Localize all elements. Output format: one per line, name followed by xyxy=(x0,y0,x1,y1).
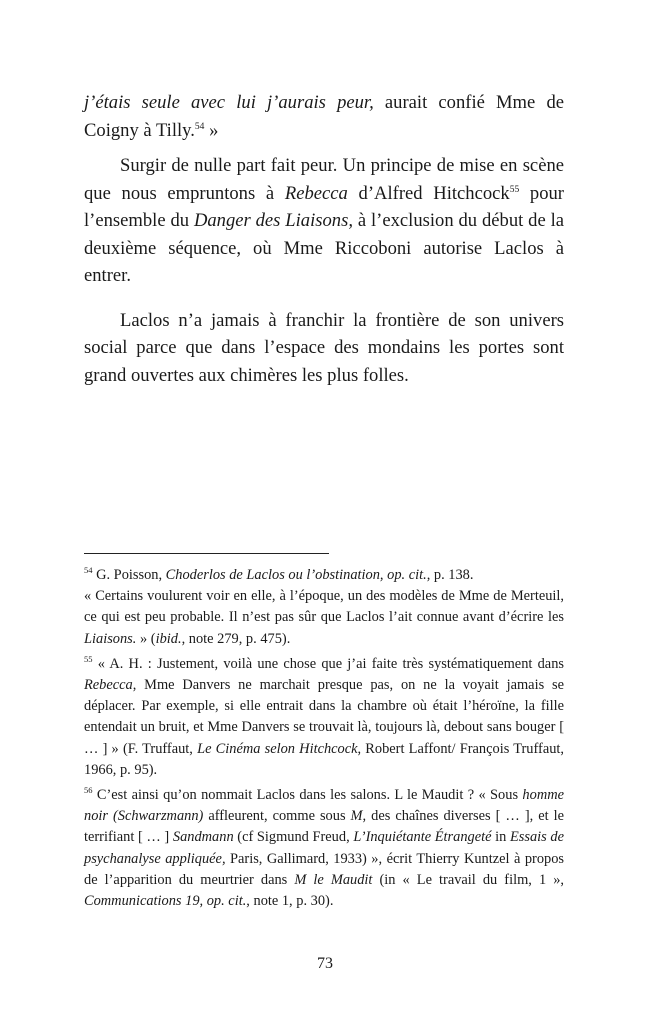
footnote-ref-55: 55 xyxy=(509,184,520,195)
footnote-ref-54: 54 xyxy=(194,121,205,132)
footnote-56: $^{56}$ C’est ainsi qu’on nommait Laclos dans les salons. L le Maudit ? « Sous homme noir (Schwarzmann) affleurent, comme sous M, des chaînes diverses [ … ], et le terrifiant [ … ] Sandmann (cf Sigmund Freud, L’Inquiétante Étrangeté in Essais de psychanalyse appliquée, Paris, Gallimard, 1933) », écrit Thierry Kuntzel à propos de l’apparition du meurtrier dans M le Maudit (in « Le travail du film, 1 », Communications 19, op. cit., note 1, p. 30). xyxy=(84,785,565,910)
page-number: 73 xyxy=(317,955,333,972)
footnote-separator xyxy=(84,553,329,554)
paragraph-1: j’étais seule avec lui j’aurais peur, aurait confié Mme de Coigny à Tilly.$^{54}$ » xyxy=(84,92,564,141)
main-text xyxy=(84,89,564,389)
paragraph-2: Surgir de nulle part fait peur. Un principe de mise en scène que nous empruntons à Rebecca d’Alfred Hitchcock$^{55}$ pour l’ensemble du Danger des Liaisons, à l’exclusion du début de la deuxième séquence, où Mme Riccoboni autorise Laclos à entrer. xyxy=(84,155,565,286)
footnote-54: $^{54}$ G. Poisson, Choderlos de Laclos ou l’obstination, op. cit., p. 138. « Certains voulurent voir en elle, à l’époque, un des modèles de Mme de Merteuil, ce qui est peu probable. Il n’est pas sûr que Laclos l’ait connue avant d’écrire les Liaisons. » (ibid., note 279, p. 475). xyxy=(84,565,564,647)
footnote-55: $^{55}$ « A. H. : Justement, voilà une chose que j’ai faite très systématiquement dans Rebecca, Mme Danvers ne marchait presque pas, on ne la voyait jamais se déplacer. Par exemple, si elle entrait dans la chambre où était l’héroïne, la fille entendait un bruit, et Mme Danvers se trouvait là, toujours là, debout sans bouger [ … ] » (F. Truffaut, Le Cinéma selon Hitchcock, Robert Laffont/ François Truffaut, 1966, p. 95). xyxy=(84,653,564,778)
paragraph-3: Laclos n’a jamais à franchir la frontière de son univers social parce que dans l’espace des mondains les portes sont grand ouvertes aux chimères les plus folles. xyxy=(84,309,564,386)
footnotes xyxy=(84,565,564,912)
